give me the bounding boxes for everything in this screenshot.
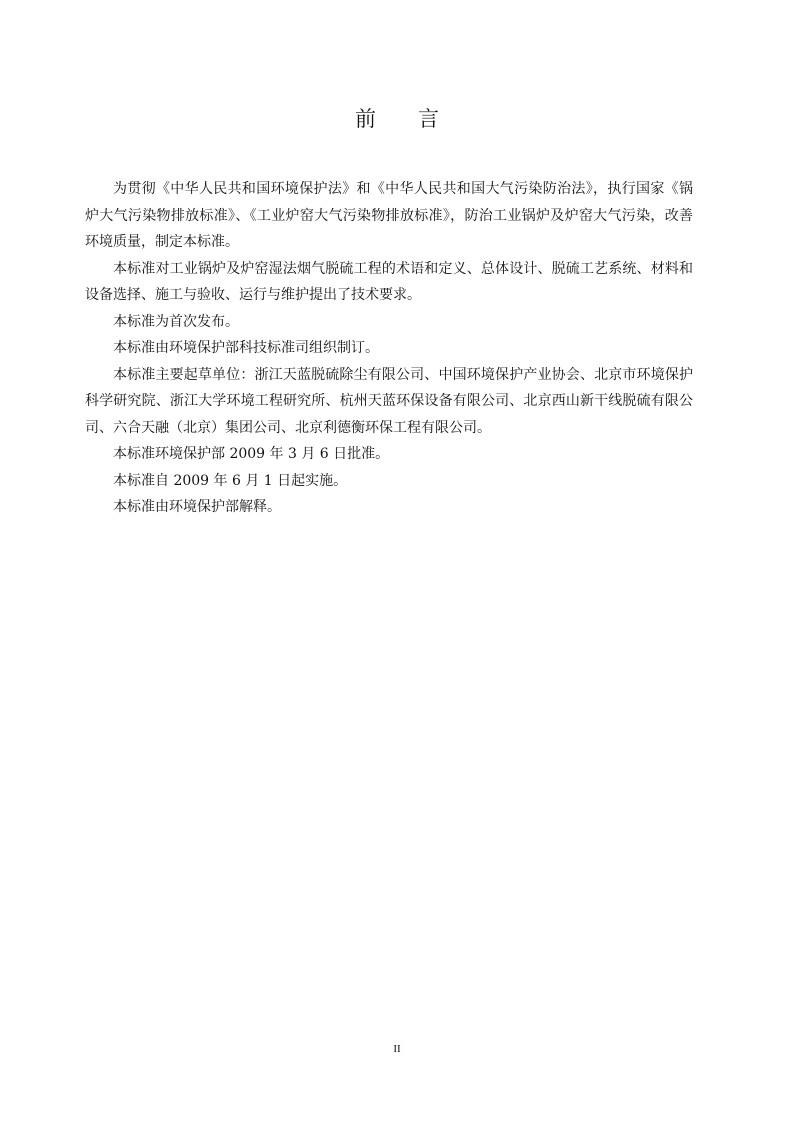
preface-body: [85, 176, 693, 521]
paragraph-first-release: 本标准为首次发布。: [113, 313, 239, 330]
paragraph-approval-date: 本标准环境保护部 2009 年 3 月 6 日批准。: [113, 446, 390, 462]
page-title-right: 言: [418, 107, 439, 131]
paragraph-effective-date: 本标准自 2009 年 6 月 1 日起实施。: [113, 472, 348, 489]
page-title-left: 前: [355, 107, 376, 131]
paragraph-purpose: 为贯彻《中华人民共和国环境保护法》和《中华人民共和国大气污染防治法》，执行国家《锅炉大气污染物排放标准》、《工业炉窑大气污染物排放标准》，防治工业锅炉及炉窑大气污染，改善环境质量，制定本标准。: [85, 181, 693, 250]
page-title: [0, 104, 794, 134]
paragraph-scope: 本标准对工业锅炉及炉窑湿法烟气脱硫工程的术语和定义、总体设计、脱硫工艺系统、材料和设备选择、施工与验收、运行与维护提出了技术要求。: [85, 260, 693, 303]
paragraph-organizer: 本标准由环境保护部科技标准司组织制订。: [113, 340, 379, 356]
page-number: II: [393, 1043, 401, 1055]
paragraph-drafting-units: 本标准主要起草单位：浙江天蓝脱硫除尘有限公司、中国环境保护产业协会、北京市环境保护科学研究院、浙江大学环境工程研究所、杭州天蓝环保设备有限公司、北京西山新干线脱硫有限公司、六合天融（北京）集团公司、北京利德衡环保工程有限公司。: [85, 366, 693, 436]
paragraph-interpretation: 本标准由环境保护部解释。: [113, 499, 281, 515]
